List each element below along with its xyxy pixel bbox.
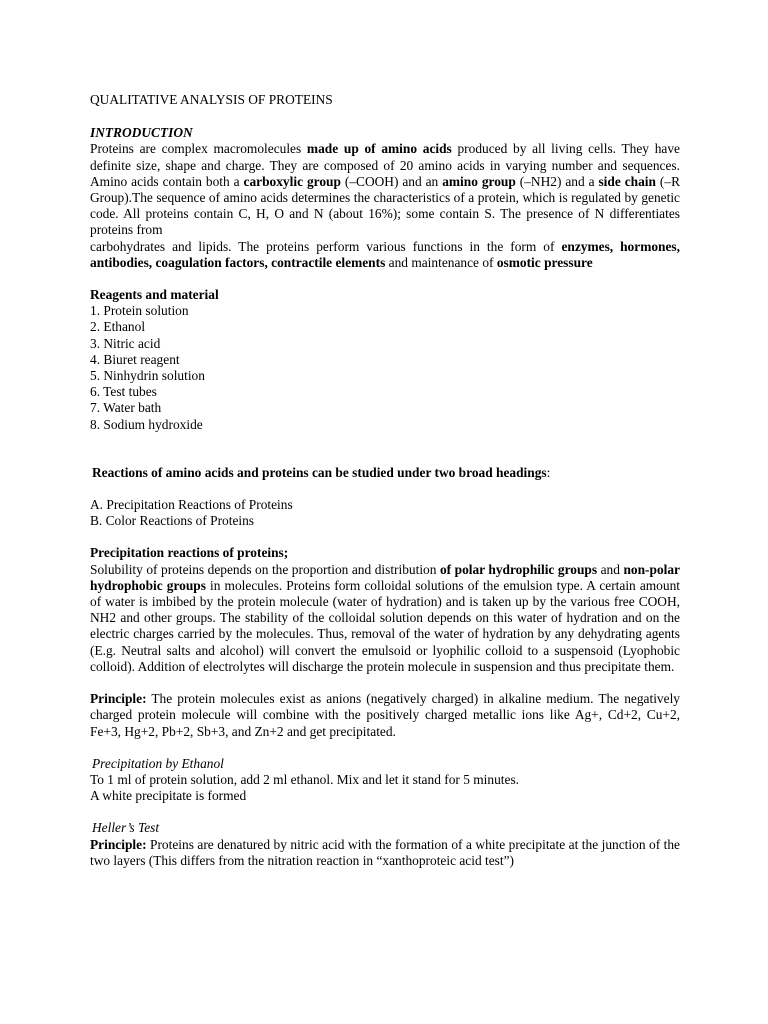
precipitation-bold-nonpolar: non-polar hydrophobic groups [90, 561, 681, 593]
introduction-paragraph-1 [90, 141, 680, 238]
reactions-heading [90, 465, 680, 481]
reactions-heading-text: Reactions of amino acids and proteins can be studied under two broad headings [92, 464, 547, 480]
intro-text: produced by all living cells. They have definite size, shape and charge. They are composed of 20 amino acids in varying number and sequences. Amino acids contain both a [90, 141, 680, 189]
principle-paragraph [90, 691, 680, 740]
ethanol-step-2: A white precipitate is formed [90, 788, 247, 804]
reagents-heading: Reagents and material [90, 287, 219, 303]
principle-text: The protein molecules exist as anions (negatively charged) in alkaline medium. The negatively charged protein molecule will combine with the positively charged metallic ions like Ag+, Cd+2, Cu+2, Fe+3, Hg+2, Pb+2, Sb+3, and Zn+2 and get precipitated. [90, 691, 680, 739]
intro-text: (–COOH) and an [340, 173, 443, 189]
precipitation-bold-polar: of polar hydrophilic groups [439, 561, 598, 577]
intro-text: (–R Group).The sequence of amino acids determines the characteristics of a protein, which is regulated by genetic code. All proteins contain C, H, O and N (about 16%); some contain S. The presence of N differentiates proteins from [90, 173, 680, 238]
list-item: 8. Sodium hydroxide [90, 416, 203, 432]
intro-bold-carboxylic: carboxylic group [243, 173, 341, 189]
intro-text: (–NH2) and a [515, 173, 599, 189]
list-item: 7. Water bath [90, 400, 162, 416]
reactions-heading-colon: : [546, 464, 551, 480]
precipitation-heading: Precipitation reactions of proteins; [90, 545, 289, 561]
page-title: QUALITATIVE ANALYSIS OF PROTEINS [90, 92, 333, 107]
list-item: 1. Protein solution [90, 303, 189, 319]
hellers-test-heading: Heller’s Test [92, 820, 160, 836]
intro-text: Proteins are complex macromolecules [90, 141, 307, 157]
intro-bold-functions: enzymes, hormones, antibodies, coagulation factors, contractile elements [90, 238, 680, 270]
ethanol-step-1: To 1 ml of protein solution, add 2 ml ethanol. Mix and let it stand for 5 minutes. [90, 771, 519, 787]
intro-bold-amino-acids: made up of amino acids [306, 141, 452, 157]
intro-text: carbohydrates and lipids. The proteins perform various functions in the form of [90, 238, 562, 254]
intro-text: and maintenance of [385, 254, 497, 270]
introduction-heading: INTRODUCTION [90, 125, 193, 141]
list-item: 5. Ninhydrin solution [90, 368, 205, 384]
ethanol-heading: Precipitation by Ethanol [92, 755, 224, 771]
list-item: 6. Test tubes [90, 384, 157, 400]
list-item: 2. Ethanol [90, 319, 146, 335]
hellers-principle-label: Principle: [90, 836, 147, 852]
hellers-principle-paragraph [90, 837, 680, 869]
document-body [90, 92, 680, 869]
intro-bold-amino-group: amino group [442, 173, 516, 189]
intro-bold-osmotic: osmotic pressure [496, 254, 593, 270]
hellers-principle-text: Proteins are denatured by nitric acid with the formation of a white precipitate at the junction of the two layers (This differs from the nitration reaction in “xanthoproteic acid test”) [90, 836, 680, 868]
precipitation-text: and [597, 561, 624, 577]
precipitation-paragraph [90, 562, 680, 675]
list-item: 4. Biuret reagent [90, 351, 180, 367]
list-item: 3. Nitric acid [90, 335, 161, 351]
principle-label: Principle: [90, 691, 147, 707]
precipitation-text: in molecules. Proteins form colloidal solutions of the emulsion type. A certain amount of water is imbibed by the protein molecule (water of hydration) and is taken up by the various free COOH, NH2 and other groups. The stability of the colloidal solution depends on this water of hydration and on the electric charges carried by the molecules. Thus, removal of the water of hydration by any dehydrating agents (E.g. Neutral salts and alcohol) will convert the emulsoid or lyophilic colloid to a suspensoid (Lyophobic colloid). Addition of electrolytes will discharge the protein molecule in suspension and thus precipitate them. [90, 577, 680, 674]
reaction-category-b: B. Color Reactions of Proteins [90, 513, 255, 529]
reaction-category-a: A. Precipitation Reactions of Proteins [90, 497, 293, 513]
precipitation-text: Solubility of proteins depends on the proportion and distribution [90, 561, 440, 577]
reagents-list [90, 303, 680, 433]
introduction-paragraph-2 [90, 239, 680, 271]
intro-bold-side-chain: side chain [598, 173, 656, 189]
